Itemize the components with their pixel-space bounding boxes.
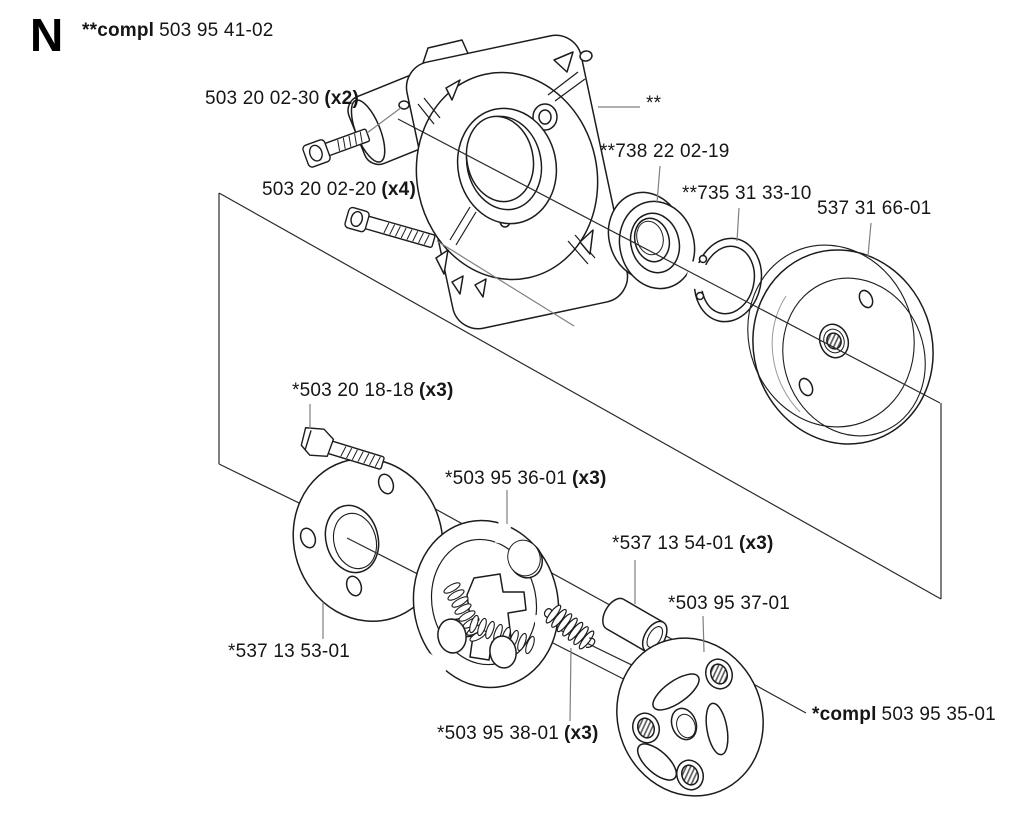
part-qty: (x3) <box>738 533 774 554</box>
part-qty: (x4) <box>381 179 416 200</box>
part-label-screw-top <box>205 88 359 110</box>
header-compl-prefix: **compl <box>82 20 155 41</box>
part-number: **735 31 33-10 <box>682 183 812 204</box>
part-label-screw-flange <box>262 179 416 201</box>
part-label-washer-plate <box>228 641 350 663</box>
part-label-spacer <box>612 533 774 555</box>
part-number: ** <box>646 93 662 114</box>
carrier-plate-drawing <box>593 616 786 818</box>
part-label-clutch-drum <box>817 198 931 220</box>
part-number: *503 95 37-01 <box>668 593 790 614</box>
part-qty: (x2) <box>324 88 359 109</box>
header-compl-number: 503 95 41-02 <box>159 20 274 41</box>
part-number: *503 20 18-18 <box>292 380 414 401</box>
part-label-circlip <box>682 183 812 205</box>
part-qty: (x3) <box>563 723 599 744</box>
part-label-clutch-bolt <box>292 380 454 402</box>
part-label-clutch-shoe <box>445 468 607 490</box>
part-number: 537 31 66-01 <box>817 198 932 219</box>
part-label-crankcase-ref <box>646 93 661 115</box>
part-number: *503 95 38-01 <box>437 723 559 744</box>
header-compl-note <box>82 20 274 42</box>
footer-compl-prefix: *compl <box>812 704 877 725</box>
part-number: *537 13 53-01 <box>228 641 350 662</box>
part-number: 503 20 02-20 <box>262 179 377 200</box>
part-qty: (x3) <box>418 380 454 401</box>
part-label-clutch-spring <box>437 723 599 745</box>
part-qty: (x3) <box>571 468 607 489</box>
part-number: **738 22 02-19 <box>600 141 730 162</box>
part-number: 503 20 02-30 <box>205 88 320 109</box>
part-number: *503 95 36-01 <box>445 468 567 489</box>
section-letter: N <box>30 9 64 61</box>
footer-compl-note <box>812 704 996 726</box>
footer-compl-number: 503 95 35-01 <box>881 704 996 725</box>
part-label-bearing <box>600 141 730 163</box>
part-label-carrier-plate <box>668 593 790 615</box>
screw-503-20-02-20-drawing <box>344 207 436 252</box>
part-number: *537 13 54-01 <box>612 533 734 554</box>
